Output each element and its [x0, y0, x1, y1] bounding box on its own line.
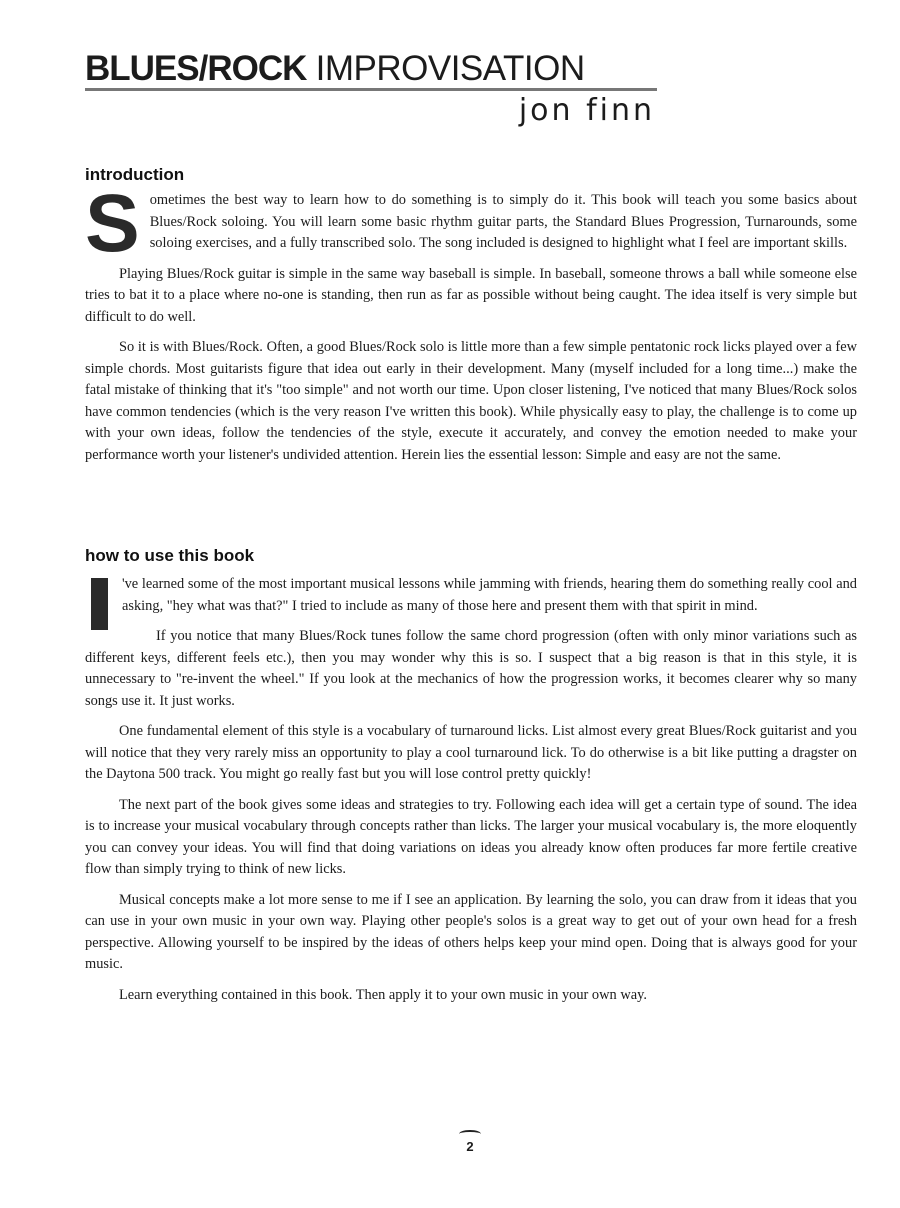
intro-paragraph-1 — [85, 178, 857, 269]
page-number — [450, 1130, 490, 1154]
dropcap-i-bar — [91, 578, 108, 630]
page-number-value: 2 — [466, 1139, 474, 1154]
howto-paragraph-3: One fundamental element of this style is a vocabulary of turnaround licks. List almost every great Blues/Rock guitarist and you will notice that they very rarely miss an opportunity to play a cool turnaround lick. To do otherwise is a bit like putting a dragster on the Daytona 500 track. You might go really fast but you will lose control pretty quickly! — [85, 723, 857, 782]
author-name: jon finn — [518, 93, 655, 128]
howto-paragraph-5: Musical concepts make a lot more sense to me if I see an application. By learning the solo, you can draw from it ideas that you can use in your own music in your own way. Playing other people's solos is a great way to get out of your own head for a fresh perspective. Allowing yourself to be inspired by the ideas of others helps keep your mind open. Doing that is always good for your music. — [85, 891, 857, 972]
howto-paragraph-4: The next part of the book gives some ideas and strategies to try. Following each idea will get a certain type of sound. The idea is to increase your musical vocabulary through concepts rather than licks. The larger your musical vocabulary is, the more eloquently you can convey your ideas. You will find that doing variations on ideas you already know often produces far more fertile creative flow than simply trying to think of new licks. — [85, 796, 857, 877]
dropcap-s: S — [85, 178, 140, 269]
title-block — [85, 50, 657, 91]
howto-paragraph-1 — [85, 574, 857, 617]
intro-paragraph-2: Playing Blues/Rock guitar is simple in the same way baseball is simple. In baseball, someone throws a ball while someone else tries to bat it to a place where no-one is standing, then run as far as possible without being caught. The idea itself is very simple but difficult to do well. — [85, 265, 857, 325]
introduction-section — [85, 178, 857, 475]
howto-paragraph-1-text: 've learned some of the most important musical lessons while jamming with friends, hearing them do something really cool and asking, "hey what was that?" I tried to include as many of those here and present them with that spirit in mind. — [122, 576, 857, 614]
how-to-use-section — [85, 574, 857, 1015]
page-title — [85, 50, 657, 88]
intro-paragraph-1-text: ometimes the best way to learn how to do something is to simply do it. This book will teach you some basics about Blues/Rock soloing. You will learn some basic rhythm guitar parts, the Standard Blues Progression, Turnarounds, some soloing exercises, and a fully transcribed solo. The song included is designed to highlight what I feel are important skills. — [149, 192, 857, 251]
howto-paragraph-6: Learn everything contained in this book. Then apply it to your own music in your own way. — [119, 986, 647, 1003]
introduction-heading: introduction — [85, 165, 185, 184]
howto-paragraph-2: If you notice that many Blues/Rock tunes follow the same chord progression (often with only minor variations such as different keys, different feels etc.), then you may wonder why this is so. I suspect that a big reason is that in this style, it is unnecessary to "re-invent the wheel." If you look at the mechanics of how the progression works, it becomes clearer why so many songs use it. It just works. — [85, 628, 857, 709]
page-number-ornament — [459, 1130, 481, 1138]
intro-paragraph-3: So it is with Blues/Rock. Often, a good Blues/Rock solo is little more than a few simple pentatonic rock licks played over a few simple chords. Most guitarists figure that idea out early in their development. Many (myself included for a long time...) make the fatal mistake of thinking that it's "too simple" and not worth our time. Upon closer listening, I've noticed that many Blues/Rock solos have common tendencies (which is the very reason I've written this book). While physically easy to play, the challenge is to come up with your own ideas, follow the tendencies of the style, execute it accurately, and convey the emotion needed to make your performance worth your listener's undivided attention. Herein lies the essential lesson: Simple and easy are not the same. — [85, 339, 857, 463]
title-light-part: IMPROVISATION — [315, 49, 585, 88]
how-to-use-heading: how to use this book — [85, 546, 255, 565]
title-bold-part: BLUES/ROCK — [85, 49, 307, 88]
